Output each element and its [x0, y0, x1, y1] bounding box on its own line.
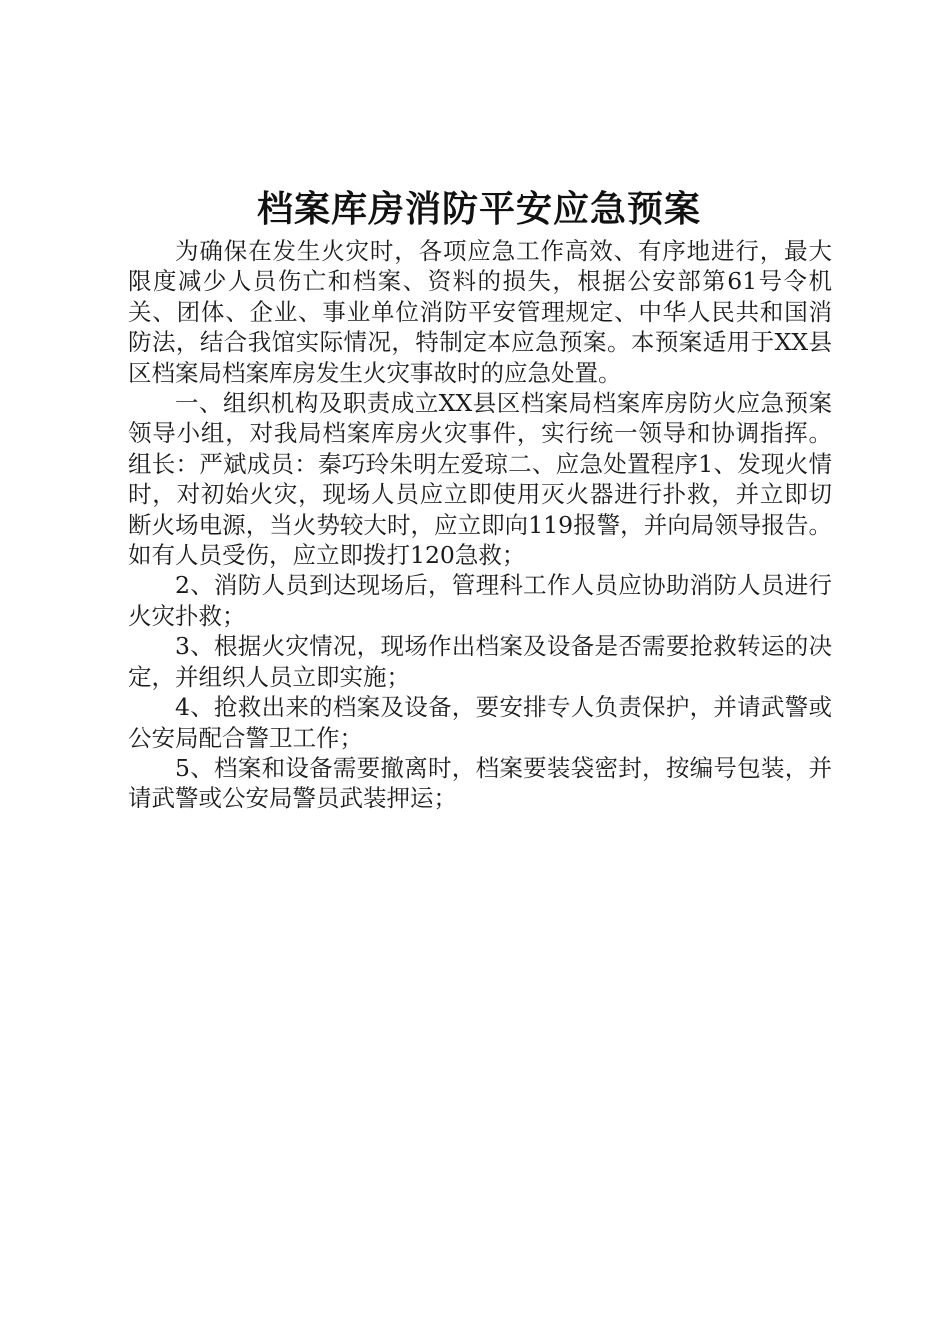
document-body: [128, 236, 832, 814]
paragraph-step-2: 2、消防人员到达现场后，管理科工作人员应协助消防人员进行火灾扑救；: [128, 571, 832, 630]
paragraph-intro: 为确保在发生火灾时，各项应急工作高效、有序地进行，最大限度减少人员伤亡和档案、资料的损失，根据公安部第61号令机关、团体、企业、事业单位消防平安管理规定、中华人民共和国消防法，结合我馆实际情况，特制定本应急预案。本预案适用于XX县区档案局档案库房发生火灾事故时的应急处置。: [128, 237, 832, 387]
paragraph-step-5: 5、档案和设备需要撤离时，档案要装袋密封，按编号包装，并请武警或公安局警员武装押运；: [128, 753, 832, 813]
paragraph-organization: 一、组织机构及职责成立XX县区档案局档案库房防火应急预案领导小组，对我局档案库房火灾事件，实行统一领导和协调指挥。组长：严斌成员：秦巧玲朱明左爱琼二、应急处置程序1、发现火情时，对初始火灾，现场人员应立即使用灭火器进行扑救，并立即切断火场电源，当火势较大时，应立即向119报警，并向局领导报告。如有人员受伤，应立即拨打120急救；: [128, 389, 832, 570]
paragraph-step-3: 3、根据火灾情况，现场作出档案及设备是否需要抢救转运的决定，并组织人员立即实施；: [128, 632, 832, 691]
paragraph-step-4: 4、抢救出来的档案及设备，要安排专人负责保护，并请武警或公安局配合警卫工作；: [128, 693, 832, 752]
document-title: 档案库房消防平安应急预案: [256, 189, 701, 230]
